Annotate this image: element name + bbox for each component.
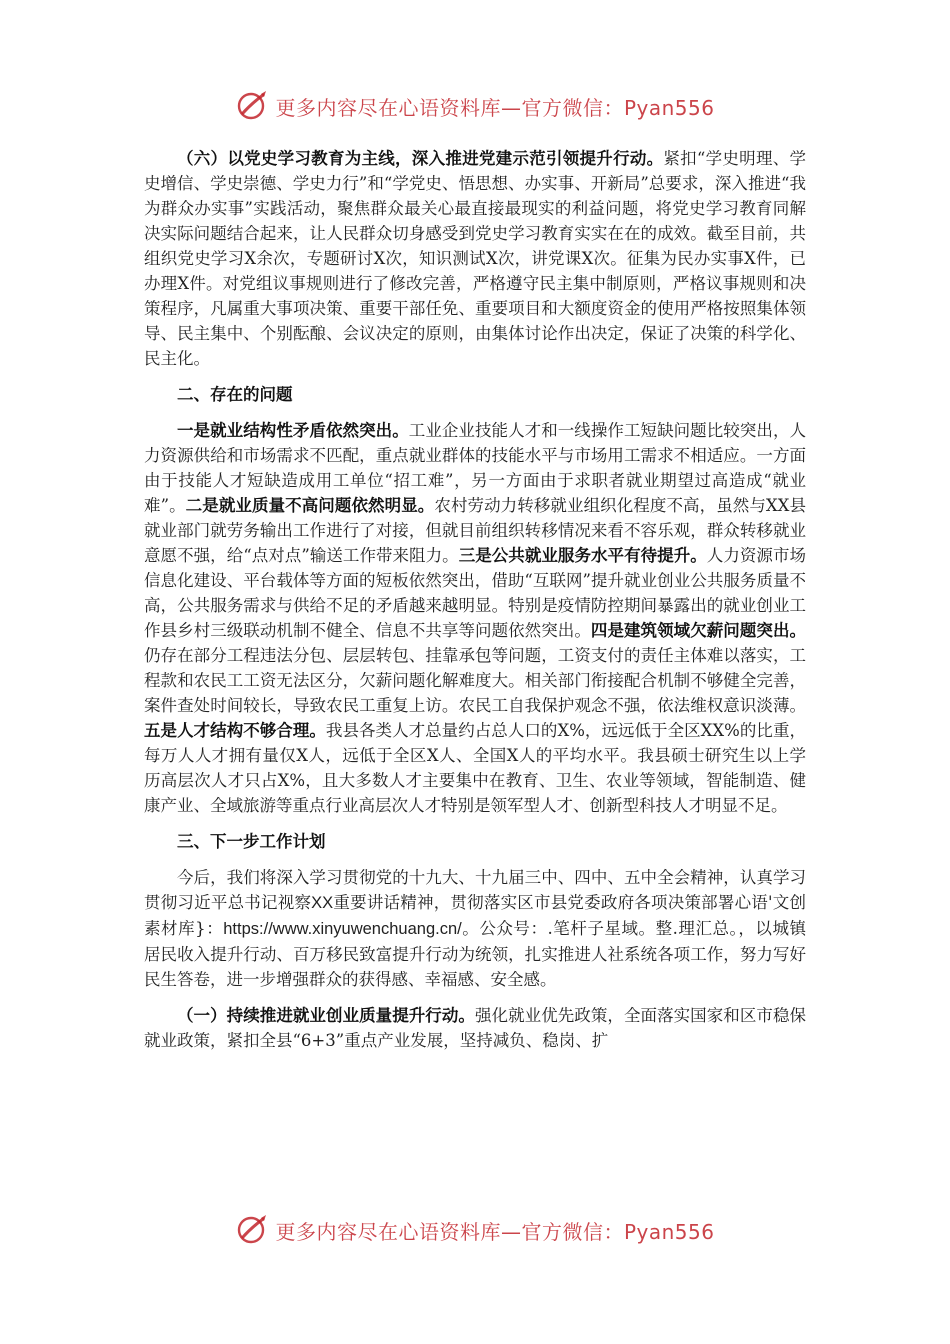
watermark-banner-bottom [0,1210,950,1250]
problem-4-text: 仍存在部分工程违法分包、层层转包、挂靠承包等问题，工资支付的责任主体难以落实，工程款和农民工工资无法区分，欠薪问题化解难度大。相关部门衔接配合机制不够健全完善，案件查处时间较长，导致农民工重复上访。农民工自我保护观念不强，依法维权意识淡薄。 [144,646,806,715]
paragraph-lead: （一）持续推进就业创业质量提升行动。 [177,1006,475,1025]
problem-2-text: 农村劳动力转移就业组织化程度不高，虽然与XX县就业部门就劳务输出工作进行了对接，但就目前组织转移情况来看不容乐观，群众转移就业意愿不强，给“点对点”输送工作带来阻力。 [144,496,807,565]
problem-3-lead: 三是公共就业服务水平有待提升。 [458,546,707,565]
watermark-banner-top [0,86,950,126]
problem-5-lead: 五是人才结构不够合理。 [144,721,326,740]
watermark-text: 更多内容尽在心语资料库—官方微信：Pyan556 [275,1219,715,1244]
paragraph-text: 紧扣“学史明理、学史增信、学史崇德、学史力行”和“学党史、悟思想、办实事、开新局”总要求，深入推进“我为群众办实事”实践活动，聚焦群众最关心最直接最现实的利益问题，将党史学习教育同解决实际问题结合起来，让人民群众切身感受到党史学习教育实实在在的成效。截至目前，共组织党史学习X余次，专题研讨X次，知识测试X次，讲党课X次。征集为民办实事X件，已办理X件。对党组议事规则进行了修改完善，严格遵守民主集中制原则，严格议事规则和决策程序，凡属重大事项决策、重要干部任免、重要项目和大额度资金的使用严格按照集体领导、民主集中、个别酝酿、会议决定的原则，由集体讨论作出决定，保证了决策的科学化、民主化。 [144,149,807,368]
problem-5-text: 我县各类人才总量约占总人口的X%，远远低于全区XX%的比重，每万人人才拥有量仅X人，远低于全区X人、全国X人的平均水平。我县硕士研究生以上学历高层次人才只占X%，且大多数人才主要集中在教育、卫生、农业等领域，智能制造、健康产业、全域旅游等重点行业高层次人才特别是领军型人才、创新型科技人才明显不足。 [144,721,806,815]
problem-4-lead: 四是建筑领域欠薪问题突出。 [590,621,807,640]
section-heading-next-steps: 三、下一步工作计划 [177,832,326,851]
source-url-link[interactable]: https://www.xinyuwenchuang.cn/ [223,920,462,938]
problem-1-lead: 一是就业结构性矛盾依然突出。 [177,421,409,440]
brush-pen-logo-icon [235,89,269,123]
problem-3-text: 人力资源市场信息化建设、平台载体等方面的短板依然突出，借助“互联网”提升就业创业公共服务质量不高，公共服务需求与供给不足的矛盾越来越明显。特别是疫情防控期间暴露出的就业创业工作县乡村三级联动机制不健全、信息不共享等问题依然突出。 [144,546,807,640]
paragraph-party-history [144,146,806,371]
plan-text-b: 重要讲话精神，贯彻落实区市县党委政府各项决策部署心语'文创素材库}： [144,893,806,938]
brush-pen-logo-icon [235,1213,269,1247]
section-heading-problems: 二、存在的问题 [177,385,293,404]
plan-text-c: 。公众号：.笔杆子星域。整.理汇总。，以城镇居民收入提升行动、百万移民致富提升行动为统领，扎实推进人社系统各项工作，努力写好民生答卷，进一步增强群众的获得感、幸福感、安全感。 [144,919,807,989]
paragraph-lead: （六）以党史学习教育为主线，深入推进党建示范引领提升行动。 [177,149,664,168]
problem-2-lead: 二是就业质量不高问题依然明显。 [185,496,435,515]
watermark-text: 更多内容尽在心语资料库—官方微信：Pyan556 [275,95,715,120]
document-body [144,146,806,1053]
paragraph-plan [144,865,806,992]
paragraph-text: 强化就业优先政策，全面落实国家和区市稳保就业政策，紧扣全县“6+3”重点产业发展，坚持减负、稳岗、扩 [144,1006,807,1050]
paragraph-problems [144,418,806,818]
problem-1-text: 工业企业技能人才和一线操作工短缺问题比较突出，人力资源供给和市场需求不匹配，重点就业群体的技能水平与市场用工需求不相适应。一方面由于技能人才短缺造成用工单位“招工难”，另一方面由于求职者就业期望过高造成“就业难”。 [144,421,807,515]
plan-text-a: 今后，我们将深入学习贯彻党的十九大、十九届三中、四中、五中全会精神，认真学习贯彻习近平总书记视察 [144,868,806,912]
plan-text-xx: XX [311,894,334,912]
paragraph-employment [144,1003,806,1053]
